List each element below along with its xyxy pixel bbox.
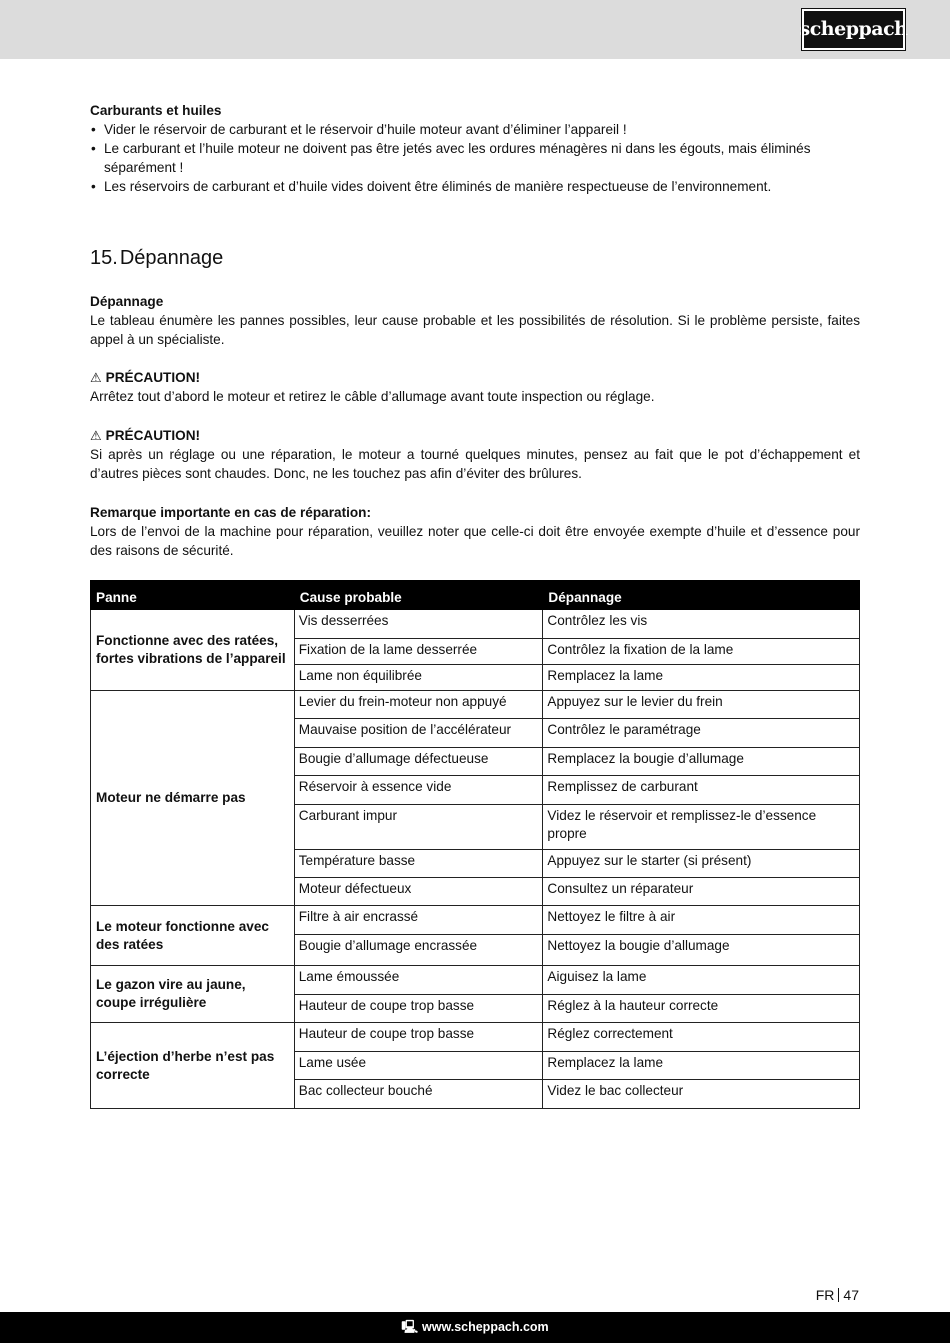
remedy-cell: Contrôlez les vis bbox=[543, 610, 860, 639]
cause-cell: Température basse bbox=[294, 850, 543, 878]
panne-cell: L’éjection d’herbe n’est pas correcte bbox=[91, 1023, 295, 1109]
page-number: FR 47 bbox=[815, 1287, 859, 1303]
caution-label: PRÉCAUTION! bbox=[105, 428, 201, 443]
website-link[interactable]: www.scheppach.com bbox=[422, 1320, 549, 1334]
remedy-cell: Nettoyez la bougie d’allumage bbox=[543, 935, 860, 966]
column-header-panne: Panne bbox=[91, 581, 295, 610]
cause-cell: Bougie d’allumage encrassée bbox=[294, 935, 543, 966]
cause-cell: Fixation de la lame desserrée bbox=[294, 639, 543, 665]
monitor-icon: 🖳 bbox=[401, 1320, 419, 1334]
warning-triangle-icon: ⚠ bbox=[90, 428, 102, 443]
cause-cell: Hauteur de coupe trop basse bbox=[294, 995, 543, 1023]
remedy-cell: Remplissez de carburant bbox=[543, 776, 860, 805]
panne-cell: Le moteur fonctionne avec des ratées bbox=[91, 906, 295, 966]
fuels-heading: Carburants et huiles bbox=[90, 103, 222, 118]
table-row bbox=[91, 1023, 860, 1052]
cause-cell: Levier du frein-moteur non appuyé bbox=[294, 691, 543, 719]
remedy-cell: Remplacez la lame bbox=[543, 665, 860, 691]
fuels-section bbox=[90, 101, 860, 196]
intro-heading: Dépannage bbox=[90, 294, 164, 309]
remark-heading: Remarque importante en cas de réparation: bbox=[90, 505, 372, 520]
caution-block-1 bbox=[90, 368, 860, 406]
intro-block bbox=[90, 292, 860, 349]
column-header-cause: Cause probable bbox=[294, 581, 543, 610]
remedy-cell: Réglez correctement bbox=[543, 1023, 860, 1052]
section-title: 15. Dépannage bbox=[90, 247, 224, 269]
caution-block-2 bbox=[90, 426, 860, 483]
caution-text: Arrêtez tout d’abord le moteur et retirez le câble d’allumage avant toute inspection ou réglage. bbox=[90, 389, 655, 404]
cause-cell: Lame non équilibrée bbox=[294, 665, 543, 691]
cause-cell: Lame usée bbox=[294, 1052, 543, 1080]
table-row bbox=[91, 610, 860, 639]
remedy-cell: Videz le réservoir et remplissez-le d’essence propre bbox=[543, 805, 860, 850]
cause-cell: Lame émoussée bbox=[294, 966, 543, 995]
cause-cell: Mauvaise position de l’accélérateur bbox=[294, 719, 543, 748]
caution-text: Si après un réglage ou une réparation, le moteur a tourné quelques minutes, pensez au fait que le pot d’échappement et d’autres pièces sont chaudes. Donc, ne les touchez pas afin d’éviter des brûlures. bbox=[90, 447, 860, 481]
warning-triangle-icon: ⚠ bbox=[90, 370, 102, 385]
remedy-cell: Nettoyez le filtre à air bbox=[543, 906, 860, 935]
cause-cell: Moteur défectueux bbox=[294, 878, 543, 906]
cause-cell: Vis desserrées bbox=[294, 610, 543, 639]
list-item: • Le carburant et l’huile moteur ne doivent pas être jetés avec les ordures ménagères ni dans les égouts, mais éliminés séparément ! bbox=[90, 139, 860, 177]
table-header-row bbox=[91, 581, 860, 610]
remedy-cell: Contrôlez le paramétrage bbox=[543, 719, 860, 748]
panne-cell: Le gazon vire au jaune, coupe irrégulière bbox=[91, 966, 295, 1023]
remedy-cell: Réglez à la hauteur correcte bbox=[543, 995, 860, 1023]
fuels-bullet-list bbox=[90, 120, 860, 196]
intro-text: Le tableau énumère les pannes possibles, leur cause probable et les possibilités de résolution. Si le problème persiste, faites appel à un spécialiste. bbox=[90, 313, 860, 347]
remedy-cell: Appuyez sur le starter (si présent) bbox=[543, 850, 860, 878]
cause-cell: Hauteur de coupe trop basse bbox=[294, 1023, 543, 1052]
remedy-cell: Appuyez sur le levier du frein bbox=[543, 691, 860, 719]
cause-cell: Carburant impur bbox=[294, 805, 543, 850]
footer-bar bbox=[0, 1312, 950, 1343]
panne-cell: Moteur ne démarre pas bbox=[91, 691, 295, 906]
remark-text: Lors de l’envoi de la machine pour réparation, veuillez noter que celle-ci doit être envoyée exempte d’huile et d’essence pour des raisons de sécurité. bbox=[90, 524, 860, 558]
list-item: • Les réservoirs de carburant et d’huile vides doivent être éliminés de manière respectueuse de l’environnement. bbox=[90, 177, 860, 196]
remedy-cell: Aiguisez la lame bbox=[543, 966, 860, 995]
cause-cell: Réservoir à essence vide bbox=[294, 776, 543, 805]
remark-block bbox=[90, 503, 860, 560]
header-bar bbox=[0, 0, 950, 59]
troubleshooting-table bbox=[90, 580, 860, 1109]
remedy-cell: Remplacez la lame bbox=[543, 1052, 860, 1080]
caution-label: PRÉCAUTION! bbox=[105, 370, 201, 385]
panne-cell: Fonctionne avec des ratées, fortes vibrations de l’appareil bbox=[91, 610, 295, 691]
column-header-depannage: Dépannage bbox=[543, 581, 860, 610]
cause-cell: Bac collecteur bouché bbox=[294, 1080, 543, 1109]
remedy-cell: Contrôlez la fixation de la lame bbox=[543, 639, 860, 665]
cause-cell: Bougie d’allumage défectueuse bbox=[294, 748, 543, 776]
list-item: • Vider le réservoir de carburant et le réservoir d’huile moteur avant d’éliminer l’appareil ! bbox=[90, 120, 860, 139]
cause-cell: Filtre à air encrassé bbox=[294, 906, 543, 935]
remedy-cell: Consultez un réparateur bbox=[543, 878, 860, 906]
table-row bbox=[91, 906, 860, 935]
remedy-cell: Videz le bac collecteur bbox=[543, 1080, 860, 1109]
table-row bbox=[91, 966, 860, 995]
table-row bbox=[91, 691, 860, 719]
remedy-cell: Remplacez la bougie d’allumage bbox=[543, 748, 860, 776]
brand-logo: scheppach bbox=[802, 9, 905, 50]
